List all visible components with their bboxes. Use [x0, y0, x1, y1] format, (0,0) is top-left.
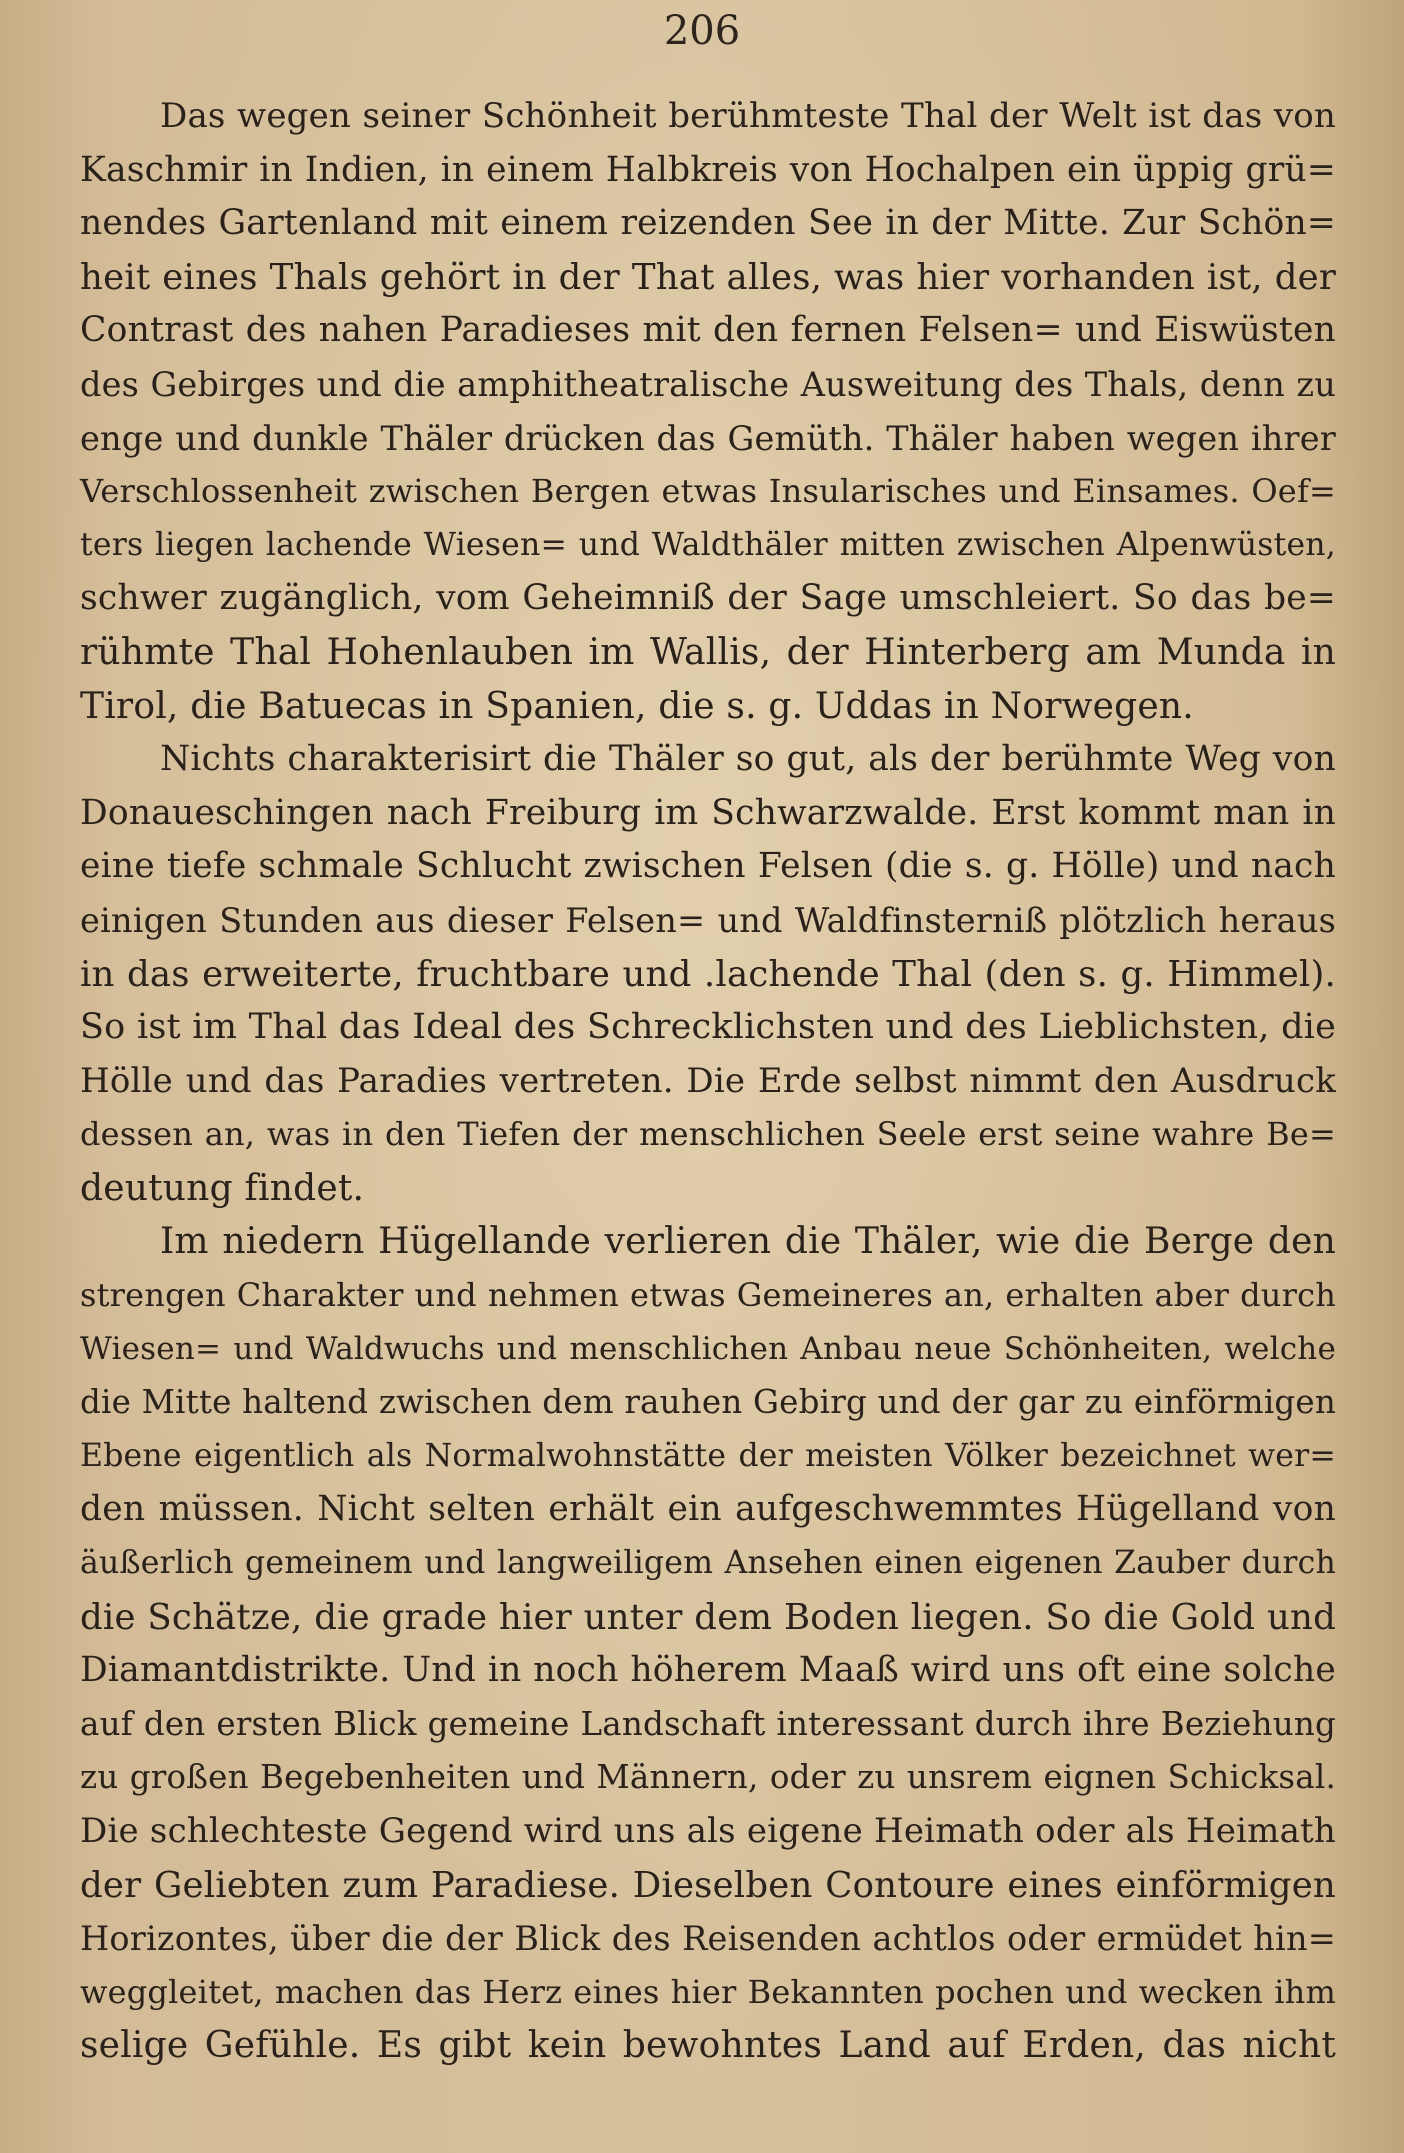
text-line: den müssen. Nicht selten erhält ein aufgeschwemmtes Hügelland von [80, 1489, 1336, 1530]
text-line: selige Gefühle. Es gibt kein bewohntes Land auf Erden, das nicht [80, 2025, 1336, 2067]
text-line: ters liegen lachende Wiesen= und Waldthäler mitten zwischen Alpenwüsten, [80, 526, 1336, 563]
text-line: Im niedern Hügellande verlieren die Thäler, wie die Berge den [160, 1221, 1336, 1263]
text-line: Diamantdistrikte. Und in noch höherem Maaß wird uns oft eine solche [80, 1650, 1336, 1691]
text-line: nendes Gartenland mit einem reizenden See in der Mitte. Zur Schön= [80, 203, 1336, 244]
text-line: schwer zugänglich, vom Geheimniß der Sage umschleiert. So das be= [80, 578, 1336, 619]
text-line: Das wegen seiner Schönheit berühmteste Thal der Welt ist das von [160, 96, 1336, 136]
page-number: 206 [663, 8, 741, 54]
text-line: eine tiefe schmale Schlucht zwischen Felsen (die s. g. Hölle) und nach [80, 846, 1336, 887]
text-line: heit eines Thals gehört in der That alles, was hier vorhanden ist, der [80, 256, 1336, 298]
text-line: strengen Charakter und nehmen etwas Gemeineres an, erhalten aber durch [80, 1276, 1336, 1315]
text-line: einigen Stunden aus dieser Felsen= und Waldfinsterniß plötzlich heraus [80, 900, 1336, 940]
text-line: Verschlossenheit zwischen Bergen etwas Insularisches und Einsames. Oef= [80, 472, 1336, 511]
text-line: So ist im Thal das Ideal des Schrecklichsten und des Lieblichsten, die [80, 1007, 1336, 1048]
text-line: enge und dunkle Thäler drücken das Gemüth. Thäler haben wegen ihrer [80, 418, 1336, 458]
body-text [80, 90, 1336, 2073]
text-line: weggleitet, machen das Herz eines hier Bekannten pochen und wecken ihm [80, 1972, 1336, 2011]
text-line: Hölle und das Paradies vertreten. Die Erde selbst nimmt den Ausdruck [80, 1060, 1336, 1101]
text-line: Donaueschingen nach Freiburg im Schwarzwalde. Erst kommt man in [80, 792, 1336, 833]
text-line: Die schlechteste Gegend wird uns als eigene Heimath oder als Heimath [80, 1811, 1336, 1851]
text-line: auf den ersten Blick gemeine Landschaft interessant durch ihre Beziehung [80, 1704, 1336, 1743]
text-line: Kaschmir in Indien, in einem Halbkreis von Hochalpen ein üppig grü= [80, 149, 1336, 190]
text-line: äußerlich gemeinem und langweiligem Ansehen einen eigenen Zauber durch [80, 1545, 1336, 1582]
text-line: Ebene eigentlich als Normalwohnstätte der meisten Völker bezeichnet wer= [80, 1437, 1336, 1474]
text-line: die Schätze, die grade hier unter dem Boden liegen. So die Gold und [80, 1596, 1336, 1638]
text-line: Wiesen= und Waldwuchs und menschlichen Anbau neue Schönheiten, welche [80, 1330, 1336, 1367]
text-line: dessen an, was in den Tiefen der menschlichen Seele erst seine wahre Be= [80, 1115, 1336, 1154]
text-line: des Gebirges und die amphitheatralische Ausweitung des Thals, denn zu [80, 364, 1336, 404]
text-line: in das erweiterte, fruchtbare und .lachende Thal (den s. g. Himmel). [80, 953, 1336, 995]
text-line: deutung findet. [80, 1167, 365, 1209]
text-line: Contrast des nahen Paradieses mit den fernen Felsen= und Eiswüsten [80, 310, 1336, 351]
text-line: Tirol, die Batuecas in Spanien, die s. g. Uddas in Norwegen. [80, 685, 1194, 727]
text-line: Horizontes, über die der Blick des Reisenden achtlos oder ermüdet hin= [80, 1919, 1336, 1959]
text-line: Nichts charakterisirt die Thäler so gut, als der berühmte Weg von [160, 739, 1336, 780]
text-line: rühmte Thal Hohenlauben im Wallis, der Hinterberg am Munda in [80, 631, 1336, 673]
text-line: der Geliebten zum Paradiese. Dieselben Contoure eines einförmigen [80, 1864, 1336, 1906]
text-line: zu großen Begebenheiten und Männern, oder zu unsrem eignen Schicksal. [80, 1758, 1336, 1797]
text-line: die Mitte haltend zwischen dem rauhen Gebirg und der gar zu einförmigen [80, 1383, 1336, 1422]
